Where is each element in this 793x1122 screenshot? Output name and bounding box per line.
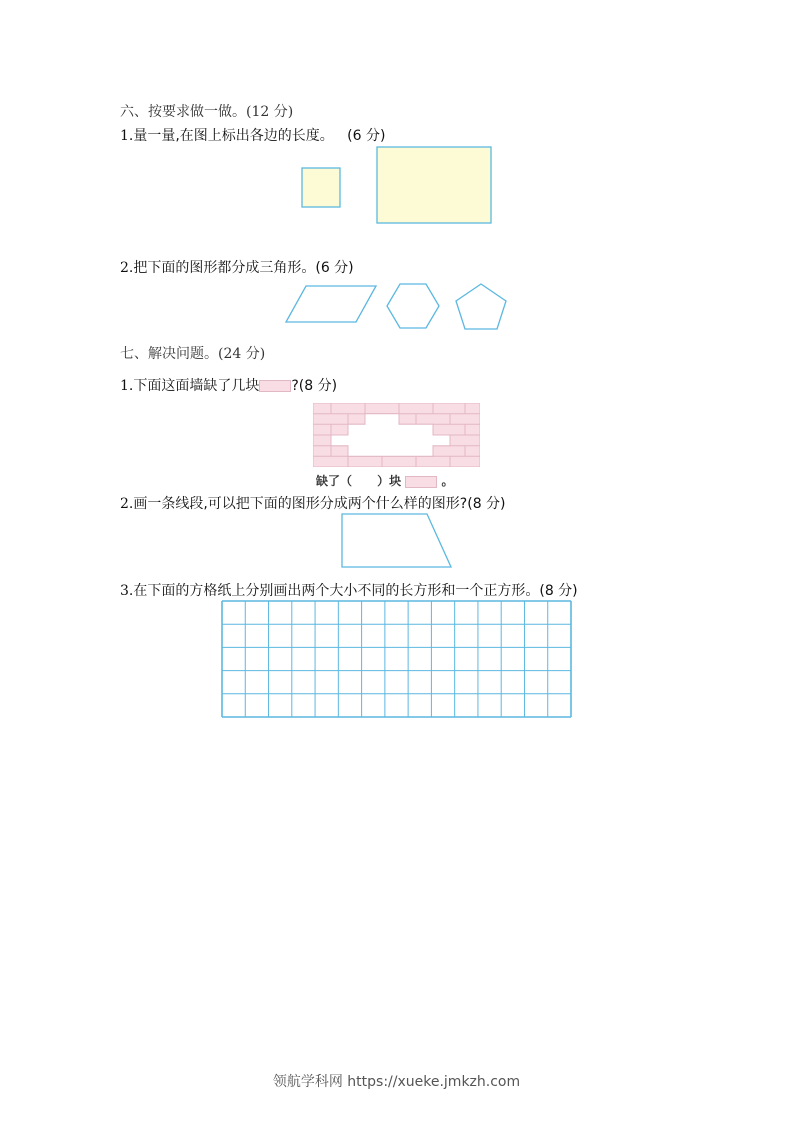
question-6-1 <box>120 125 385 145</box>
brick-icon <box>405 476 437 488</box>
question-number: 3. <box>120 583 134 599</box>
large-rectangle <box>377 147 491 223</box>
trapezoid-figure <box>340 512 454 570</box>
footer-source: 领航学科网 https://xueke.jmkzh.com <box>272 1074 521 1090</box>
question-number: 1. <box>120 378 134 394</box>
question-7-2 <box>120 493 506 513</box>
caption-suffix: ）块 <box>377 474 402 488</box>
brick-wall-figure <box>313 403 480 467</box>
question-number: 1. <box>120 128 134 144</box>
square-grid-paper[interactable] <box>221 600 573 720</box>
question-text: 把下面的图形都分成三角形。(6 分) <box>133 260 354 276</box>
question-number: 2. <box>120 496 134 512</box>
question-text: 画一条线段,可以把下面的图形分成两个什么样的图形?(8 分) <box>133 496 506 512</box>
question-7-3 <box>120 580 578 600</box>
caption-prefix: 缺了（ <box>316 474 353 488</box>
question-text: 量一量,在图上标出各边的长度。 <box>133 128 334 144</box>
rectangles-figure <box>300 145 495 227</box>
brick-answer-caption <box>316 472 454 489</box>
question-text: 在下面的方格纸上分别画出两个大小不同的长方形和一个正方形。(8 分) <box>133 583 578 599</box>
caption-end: 。 <box>441 474 454 488</box>
question-text: 下面这面墙缺了几块 <box>133 378 260 394</box>
question-score: ?(8 分) <box>291 378 338 394</box>
small-square <box>302 168 340 207</box>
section-6-title: 六、按要求做一做。(12 分) <box>120 104 294 120</box>
question-score: (6 分) <box>347 128 386 144</box>
question-7-1 <box>120 375 337 395</box>
hexagon-shape <box>387 284 439 328</box>
brick-icon <box>259 380 291 392</box>
question-6-2 <box>120 257 354 277</box>
parallelogram-shape <box>286 286 376 322</box>
polygons-figure <box>284 280 510 334</box>
question-number: 2. <box>120 260 134 276</box>
pentagon-shape <box>456 284 506 329</box>
section-7-title: 七、解决问题。(24 分) <box>120 346 266 362</box>
right-trapezoid-shape <box>342 514 451 567</box>
